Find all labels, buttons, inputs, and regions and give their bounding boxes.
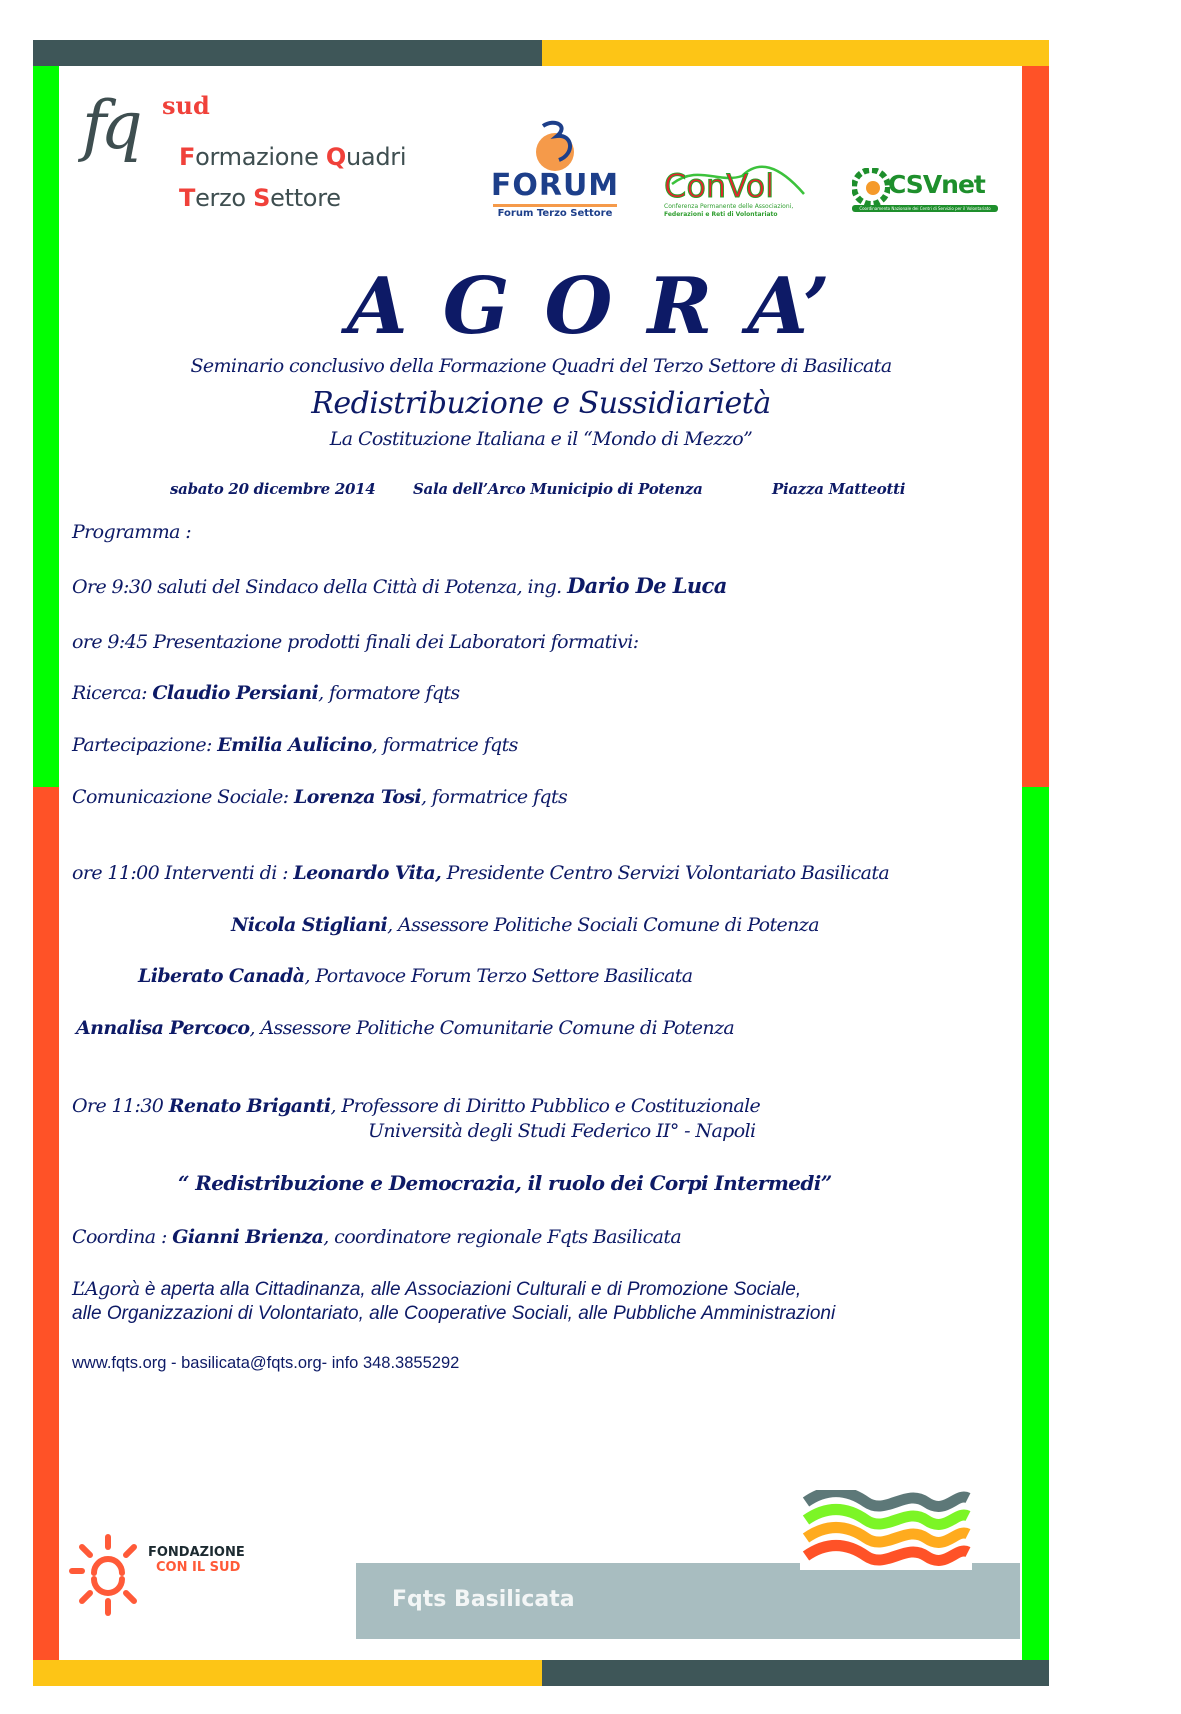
fqts-logo-line1: Formazione Quadri (179, 143, 407, 171)
coordinator: Coordina : Gianni Brienza, coordinatore regionale Fqts Basilicata (72, 1226, 682, 1248)
program-item-1130-affiliation: Università degli Studi Federico II° - Napoli (368, 1120, 756, 1142)
convol-logo (658, 167, 808, 222)
speaker-item: Annalisa Percoco, Assessore Politiche Comunitarie Comune di Potenza (76, 1017, 735, 1039)
forum-logo-rule (493, 204, 617, 207)
frame-right-green (1022, 787, 1049, 1660)
lab-item-partecipazione: Partecipazione: Emilia Aulicino, formatrice fqts (72, 734, 518, 756)
fondazione-sun-icon (68, 1533, 148, 1623)
frame-bottom-yellow (33, 1660, 542, 1686)
forum-logo (490, 120, 620, 225)
csvnet-logo (852, 168, 1000, 214)
event-theme: Redistribuzione e Sussidiarietà (311, 386, 771, 421)
lecture-title: “ Redistribuzione e Democrazia, il ruolo dei Corpi Intermedi” (178, 1171, 832, 1195)
speaker-item: Nicola Stigliani, Assessore Politiche Sociali Comune di Potenza (231, 914, 819, 936)
event-venue: Sala dell’Arco Municipio di Potenza (413, 480, 703, 498)
event-title: A G O R A’ (347, 261, 834, 352)
open-notice-line2: alle Organizzazioni di Volontariato, alle Cooperative Sociali, alle Pubbliche Amministrazioni (72, 1303, 836, 1324)
band-label: Fqts Basilicata (392, 1587, 575, 1612)
speaker-name: Emilia Aulicino (217, 734, 372, 756)
contacts[interactable]: www.fqts.org - basilicata@fqts.org- info 348.3855292 (72, 1354, 460, 1372)
convol-logo-title: ConVol (664, 167, 775, 205)
forum-logo-subtitle: Forum Terzo Settore (497, 208, 613, 219)
speaker-name: Gianni Brienza (172, 1226, 324, 1248)
convol-logo-subtitle-1: Conferenza Permanente delle Associazioni, (664, 203, 794, 210)
frame-top-dark (33, 40, 542, 66)
frame-right-red (1022, 66, 1049, 787)
speaker-name: Dario De Luca (567, 573, 727, 598)
speaker-name: Leonardo Vita, (293, 862, 442, 884)
forum-logo-title: FORUM (490, 168, 620, 203)
speaker-name: Claudio Persiani (152, 682, 319, 704)
fondazione-logo (68, 1533, 245, 1623)
program-item-1130: Ore 11:30 Renato Briganti, Professore di Diritto Pubblico e Costituzionale (72, 1095, 761, 1117)
program-item-1100: ore 11:00 Interventi di : Leonardo Vita, Presidente Centro Servizi Volontariato Basilicata (72, 862, 890, 884)
event-subtitle: Seminario conclusivo della Formazione Quadri del Terzo Settore di Basilicata (190, 355, 892, 377)
frame-left-red (33, 787, 59, 1660)
frame-top-yellow (542, 40, 1049, 66)
speaker-name: Liberato Canadà (138, 965, 305, 987)
csvnet-logo-title: CSVnet (888, 170, 985, 199)
lab-item-ricerca: Ricerca: Claudio Persiani, formatore fqts (72, 682, 460, 704)
speaker-item: Liberato Canadà, Portavoce Forum Terzo Settore Basilicata (138, 965, 693, 987)
speaker-name: Renato Briganti (168, 1095, 331, 1117)
frame-left-green (33, 66, 59, 787)
event-date: sabato 20 dicembre 2014 (170, 480, 376, 498)
convol-logo-subtitle-2: Federazioni e Reti di Volontariato (664, 211, 778, 218)
event-square: Piazza Matteotti (772, 480, 906, 498)
fqts-logo-fq: fq (82, 87, 137, 164)
fondazione-logo-line1: FONDAZIONE (148, 1545, 245, 1560)
fqts-logo-sud: sud (162, 91, 210, 120)
fqts-logo-line2: Terzo Settore (179, 184, 341, 212)
frame-bottom-dark (542, 1660, 1049, 1686)
forum-logo-emblem (525, 120, 585, 175)
lab-item-comunicazione: Comunicazione Sociale: Lorenza Tosi, formatrice fqts (72, 786, 568, 808)
waves-icon (800, 1490, 972, 1570)
speaker-name: Lorenza Tosi (294, 786, 422, 808)
fqts-logo (82, 87, 422, 220)
csvnet-logo-emblem (852, 168, 890, 206)
program-heading: Programma : (72, 521, 192, 543)
open-notice-line1: L’Agorà è aperta alla Cittadinanza, alle Associazioni Culturali e di Promozione Sociale, (72, 1278, 802, 1300)
fqts-basilicata-band (356, 1563, 1020, 1639)
program-item-930: Ore 9:30 saluti del Sindaco della Città di Potenza, ing. Dario De Luca (72, 573, 727, 598)
event-tagline: La Costituzione Italiana e il “Mondo di Mezzo” (329, 428, 753, 450)
speaker-name: Nicola Stigliani (231, 914, 388, 936)
speaker-name: Annalisa Percoco (76, 1017, 250, 1039)
program-item-945: ore 9:45 Presentazione prodotti finali dei Laboratori formativi: (72, 631, 639, 653)
csvnet-logo-subtitle: Coordinamento Nazionale dei Centri di Servizio per il Volontariato (852, 205, 998, 212)
fondazione-logo-line2: CON IL SUD (156, 1560, 241, 1575)
